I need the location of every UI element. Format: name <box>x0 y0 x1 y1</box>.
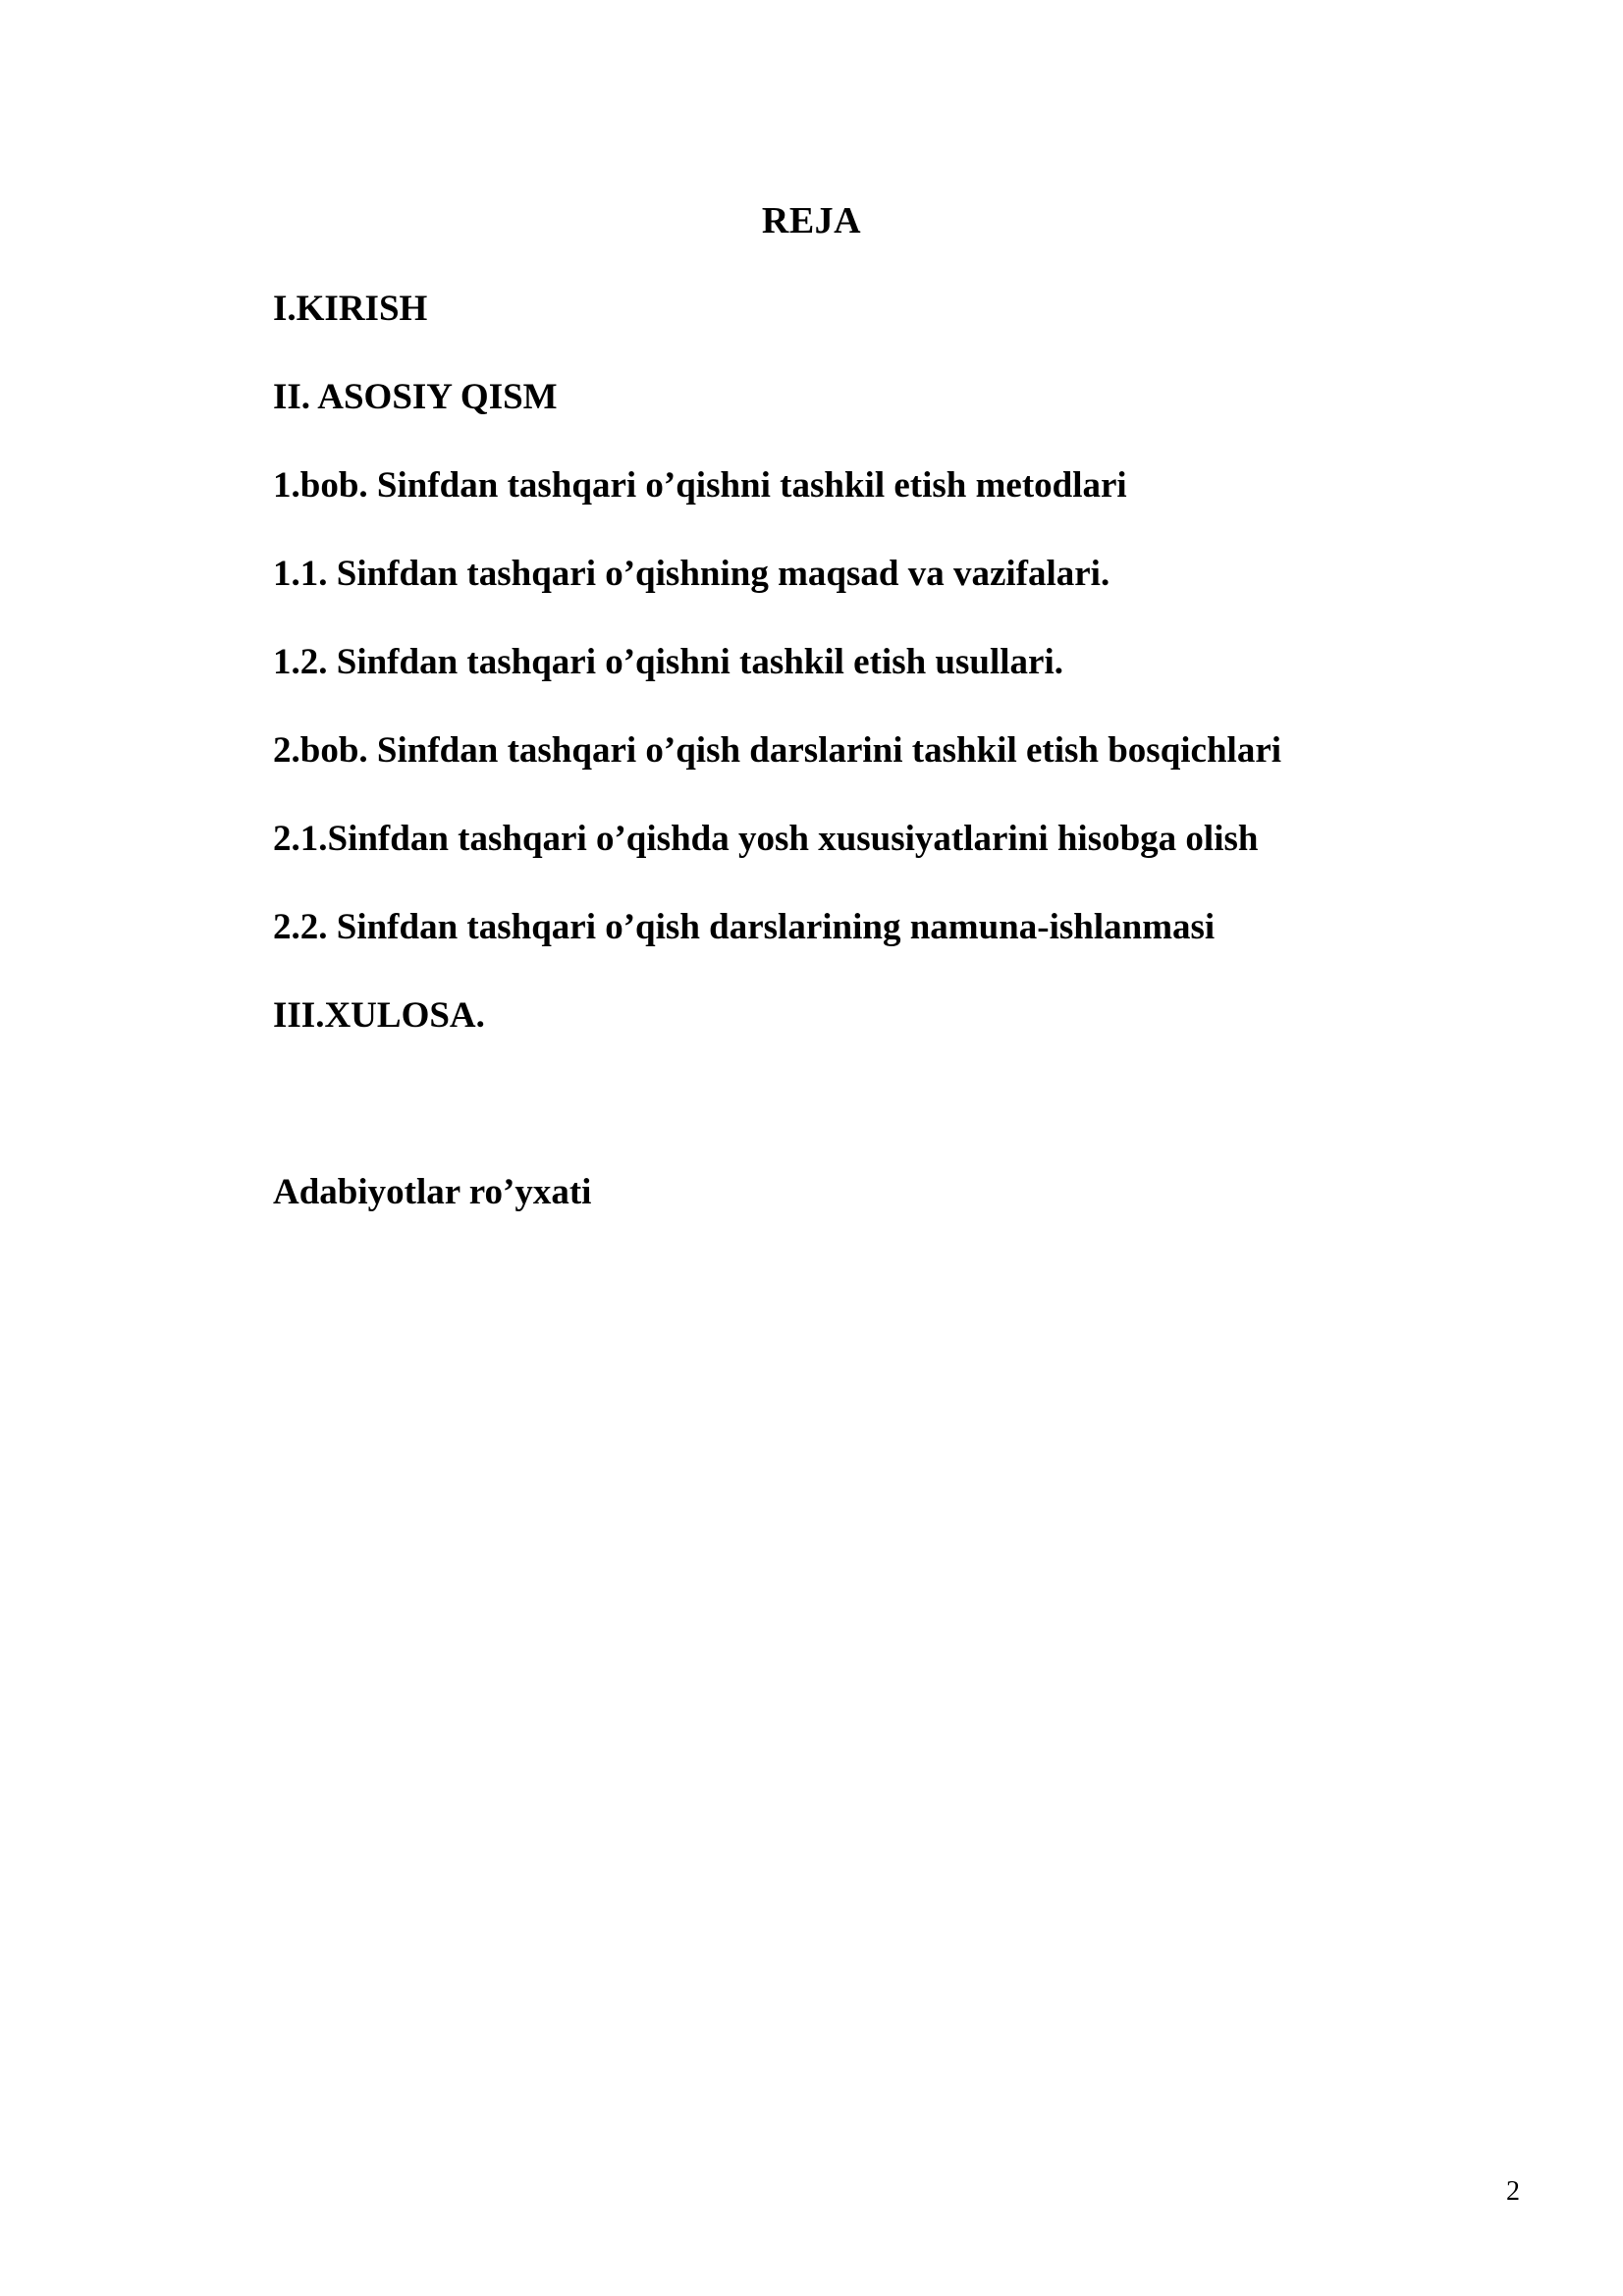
toc-item-conclusion: III.XULOSA. <box>273 995 485 1036</box>
toc-item-chapter-2: 2.bob. Sinfdan tashqari o’qish darslarini tashkil etish bosqichlari <box>273 730 1282 771</box>
page-number: 2 <box>1506 2176 1520 2207</box>
toc-item-main-part: II. ASOSIY QISM <box>273 377 558 417</box>
page-title: REJA <box>761 200 862 241</box>
references-heading: Adabiyotlar ro’yxati <box>273 1172 592 1212</box>
toc-item-section-1-2: 1.2. Sinfdan tashqari o’qishni tashkil etish usullari. <box>273 642 1064 682</box>
table-of-contents <box>273 285 1549 1080</box>
toc-item-section-2-1: 2.1.Sinfdan tashqari o’qishda yosh xususiyatlarini hisobga olish <box>273 819 1259 859</box>
toc-item-section-1-1: 1.1. Sinfdan tashqari o’qishning maqsad va vazifalari. <box>273 554 1110 594</box>
toc-item-introduction: I.KIRISH <box>273 289 428 329</box>
toc-item-section-2-2: 2.2. Sinfdan tashqari o’qish darslarining namuna-ishlanmasi <box>273 907 1216 947</box>
toc-item-chapter-1: 1.bob. Sinfdan tashqari o’qishni tashkil etish metodlari <box>273 465 1127 506</box>
